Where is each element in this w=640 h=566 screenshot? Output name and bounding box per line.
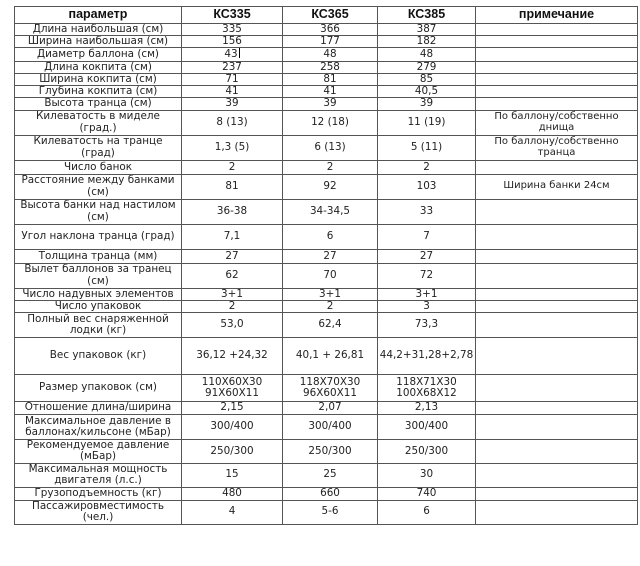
param-cell: Высота банки над настилом (см) [15, 199, 182, 224]
table-row [15, 36, 638, 48]
value-cell: 5-6 [283, 500, 378, 524]
note-cell [476, 249, 638, 263]
value-cell: 62 [182, 263, 283, 288]
value-cell: 300/400 [283, 415, 378, 440]
param-cell: Максимальная мощность двигателя (л.с.) [15, 463, 182, 487]
note-cell [476, 48, 638, 61]
table-row [15, 98, 638, 110]
table-row [15, 300, 638, 312]
value-cell: 8 (13) [182, 110, 283, 135]
value-cell: 2,15 [182, 402, 283, 415]
param-cell: Расстояние между банками (см) [15, 174, 182, 199]
value-cell: 2 [378, 160, 476, 174]
note-cell [476, 487, 638, 500]
value-cell: 36,12 +24,32 [182, 338, 283, 375]
param-cell: Толщина транца (мм) [15, 249, 182, 263]
value-cell: 71 [182, 73, 283, 85]
value-cell: 2 [182, 160, 283, 174]
value-cell: 250/300 [182, 440, 283, 463]
table-row [15, 73, 638, 85]
param-cell: Число надувных элементов [15, 288, 182, 300]
value-cell: 4 [182, 500, 283, 524]
note-cell [476, 300, 638, 312]
value-cell: 660 [283, 487, 378, 500]
value-cell: 3+1 [378, 288, 476, 300]
value-cell: 44,2+31,28+2,78 [378, 338, 476, 375]
value-cell: 39 [283, 98, 378, 110]
header-ks365: КС365 [283, 7, 378, 24]
table-row [15, 110, 638, 135]
value-cell: 30 [378, 463, 476, 487]
note-cell [476, 263, 638, 288]
table-row [15, 174, 638, 199]
table-row [15, 24, 638, 36]
value-cell: 480 [182, 487, 283, 500]
value-cell: 300/400 [182, 415, 283, 440]
note-cell: Ширина банки 24см [476, 174, 638, 199]
value-cell: 2 [283, 300, 378, 312]
param-cell: Вылет баллонов за транец (см) [15, 263, 182, 288]
value-cell: 40,1 + 26,81 [283, 338, 378, 375]
param-cell: Грузоподъемность (кг) [15, 487, 182, 500]
note-cell [476, 500, 638, 524]
value-cell: 5 (11) [378, 135, 476, 160]
value-cell: 177 [283, 36, 378, 48]
note-cell: По баллону/собственно транца [476, 135, 638, 160]
param-cell: Угол наклона транца (град) [15, 224, 182, 249]
value-cell: 72 [378, 263, 476, 288]
value-cell: 279 [378, 61, 476, 73]
value-cell: 27 [182, 249, 283, 263]
value-cell: 258 [283, 61, 378, 73]
param-cell: Максимальное давление в баллонах/кильсоне (мБар) [15, 415, 182, 440]
value-cell: 53,0 [182, 313, 283, 338]
table-row [15, 61, 638, 73]
param-cell: Вес упаковок (кг) [15, 338, 182, 375]
value-cell: 6 [378, 500, 476, 524]
value-cell: 2 [283, 160, 378, 174]
value-cell: 25 [283, 463, 378, 487]
value-cell: 81 [182, 174, 283, 199]
value-cell: 110X60X30 91X60X11 [182, 375, 283, 402]
value-cell: 81 [283, 73, 378, 85]
value-cell: 12 (18) [283, 110, 378, 135]
value-cell: 7,1 [182, 224, 283, 249]
note-cell [476, 288, 638, 300]
value-cell: 6 (13) [283, 135, 378, 160]
param-cell: Число упаковок [15, 300, 182, 312]
value-cell: 182 [378, 36, 476, 48]
param-cell: Полный вес снаряженной лодки (кг) [15, 313, 182, 338]
note-cell: По баллону/собственно днища [476, 110, 638, 135]
value-cell: 41 [283, 86, 378, 98]
note-cell [476, 375, 638, 402]
table-row [15, 415, 638, 440]
table-row [15, 224, 638, 249]
value-cell: 366 [283, 24, 378, 36]
table-row [15, 48, 638, 61]
note-cell [476, 463, 638, 487]
value-cell: 3+1 [182, 288, 283, 300]
value-cell: 15 [182, 463, 283, 487]
header-ks385: КС385 [378, 7, 476, 24]
param-cell: Килеватость на транце (град) [15, 135, 182, 160]
table-row [15, 160, 638, 174]
table-row [15, 440, 638, 463]
table-row [15, 249, 638, 263]
value-cell: 48 [378, 48, 476, 61]
value-cell: 85 [378, 73, 476, 85]
value-cell: 103 [378, 174, 476, 199]
value-cell: 34-34,5 [283, 199, 378, 224]
value-cell: 73,3 [378, 313, 476, 338]
text-cursor [239, 48, 240, 58]
table-row [15, 86, 638, 98]
table-row [15, 338, 638, 375]
param-cell: Длина наибольшая (см) [15, 24, 182, 36]
param-cell: Высота транца (см) [15, 98, 182, 110]
value-cell: 36-38 [182, 199, 283, 224]
header-ks335: КС335 [182, 7, 283, 24]
value-cell: 2,07 [283, 402, 378, 415]
value-cell: 156 [182, 36, 283, 48]
header-note: примечание [476, 7, 638, 24]
value-cell: 2 [182, 300, 283, 312]
note-cell [476, 199, 638, 224]
table-row [15, 487, 638, 500]
value-cell: 3+1 [283, 288, 378, 300]
value-cell: 39 [378, 98, 476, 110]
value-cell: 33 [378, 199, 476, 224]
value-cell: 300/400 [378, 415, 476, 440]
value-cell: 40,5 [378, 86, 476, 98]
header-param: параметр [15, 7, 182, 24]
value-cell: 39 [182, 98, 283, 110]
table-row [15, 463, 638, 487]
note-cell [476, 160, 638, 174]
value-cell: 43 [182, 48, 283, 61]
table-row [15, 199, 638, 224]
note-cell [476, 440, 638, 463]
note-cell [476, 73, 638, 85]
table-row [15, 288, 638, 300]
note-cell [476, 86, 638, 98]
note-cell [476, 36, 638, 48]
table-row [15, 263, 638, 288]
spec-table [14, 6, 638, 525]
value-cell: 41 [182, 86, 283, 98]
value-cell: 11 (19) [378, 110, 476, 135]
note-cell [476, 415, 638, 440]
value-cell: 6 [283, 224, 378, 249]
note-cell [476, 61, 638, 73]
param-cell: Рекомендуемое давление (мБар) [15, 440, 182, 463]
param-cell: Ширина кокпита (см) [15, 73, 182, 85]
param-cell: Пассажировместимость (чел.) [15, 500, 182, 524]
value-cell: 118X71X30 100X68X12 [378, 375, 476, 402]
value-cell: 70 [283, 263, 378, 288]
table-row [15, 500, 638, 524]
value-cell: 3 [378, 300, 476, 312]
param-cell: Длина кокпита (см) [15, 61, 182, 73]
spec-table-container [14, 6, 638, 525]
note-cell [476, 98, 638, 110]
table-row [15, 313, 638, 338]
value-cell: 2,13 [378, 402, 476, 415]
param-cell: Килеватость в миделе (град.) [15, 110, 182, 135]
note-cell [476, 402, 638, 415]
param-cell: Число банок [15, 160, 182, 174]
param-cell: Отношение длина/ширина [15, 402, 182, 415]
value-cell: 250/300 [283, 440, 378, 463]
value-cell: 27 [283, 249, 378, 263]
header-row [15, 7, 638, 24]
table-row [15, 135, 638, 160]
value-cell: 1,3 (5) [182, 135, 283, 160]
value-cell: 387 [378, 24, 476, 36]
value-cell: 118X70X30 96X60X11 [283, 375, 378, 402]
param-cell: Диаметр баллона (см) [15, 48, 182, 61]
value-cell: 27 [378, 249, 476, 263]
value-cell: 62,4 [283, 313, 378, 338]
value-cell: 250/300 [378, 440, 476, 463]
note-cell [476, 224, 638, 249]
value-cell: 48 [283, 48, 378, 61]
param-cell: Размер упаковок (см) [15, 375, 182, 402]
value-cell: 335 [182, 24, 283, 36]
value-cell: 7 [378, 224, 476, 249]
value-cell: 92 [283, 174, 378, 199]
table-row [15, 375, 638, 402]
table-row [15, 402, 638, 415]
param-cell: Ширина наибольшая (см) [15, 36, 182, 48]
note-cell [476, 338, 638, 375]
param-cell: Глубина кокпита (см) [15, 86, 182, 98]
note-cell [476, 24, 638, 36]
value-cell: 237 [182, 61, 283, 73]
note-cell [476, 313, 638, 338]
value-cell: 740 [378, 487, 476, 500]
